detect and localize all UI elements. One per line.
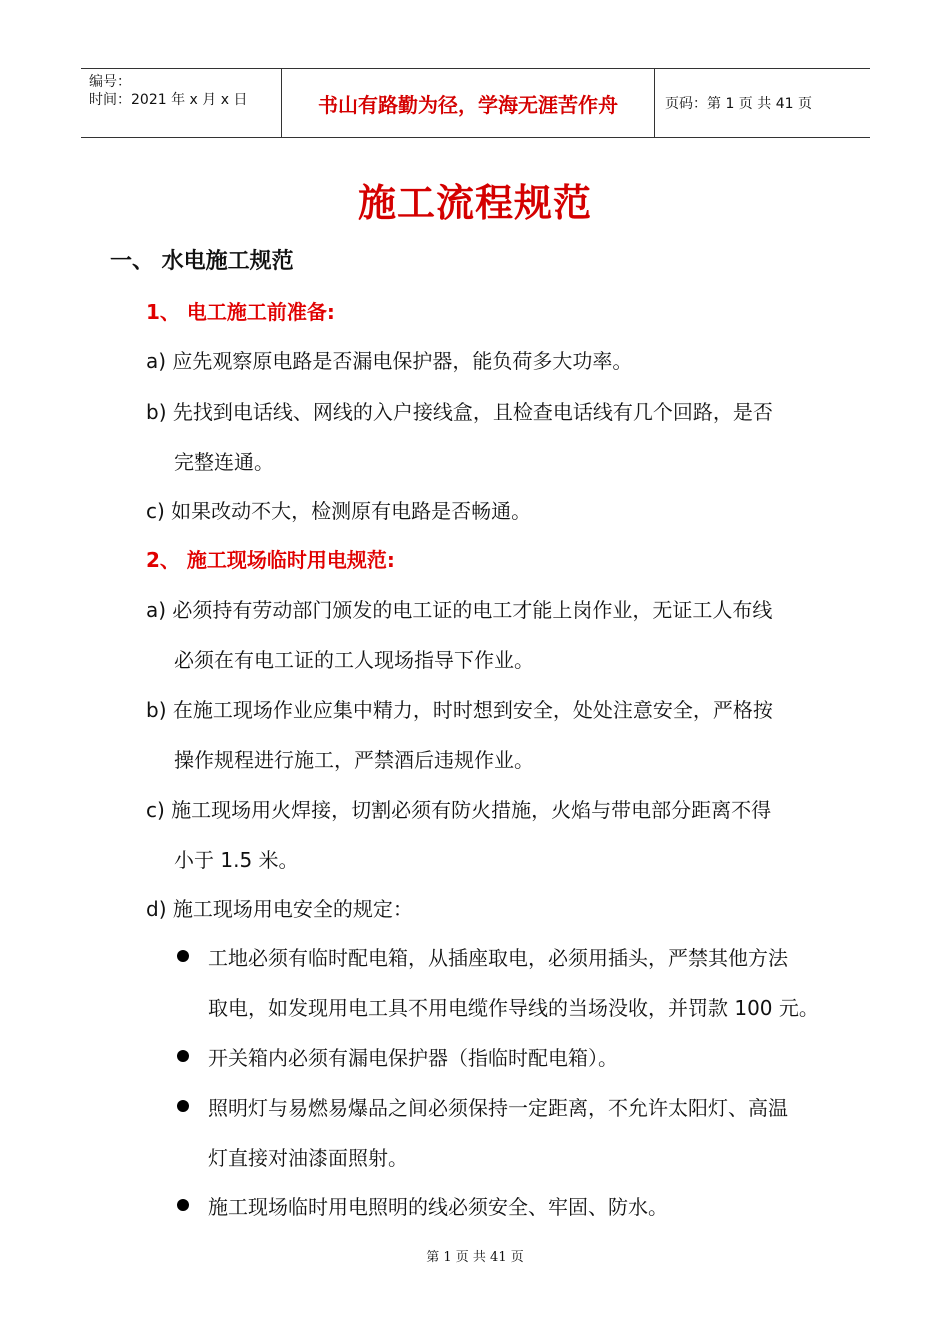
bullet-text: 取电，如发现用电工具不用电缆作导线的当场没收，并罚款 100 元。 [208, 996, 819, 1020]
text-line: 必须在有电工证的工人现场指导下作业。 [174, 648, 534, 672]
bullet-dot [177, 1050, 189, 1062]
header-page-cell [655, 69, 870, 137]
bullet-text: 开关箱内必须有漏电保护器（指临时配电箱）。 [208, 1046, 618, 1070]
text-line: 小于 1.5 米。 [174, 848, 299, 872]
motto: 书山有路勤为径，学海无涯苦作舟 [318, 92, 618, 117]
bullet-dot [177, 950, 189, 962]
header-table [81, 68, 870, 138]
header-meta [81, 69, 282, 137]
header-motto-cell [282, 69, 655, 137]
date-label: 时间：2021 年 x 月 x 日 [89, 92, 248, 108]
bullet-dot [177, 1100, 189, 1112]
text-line: b) 在施工现场作业应集中精力，时时想到安全，处处注意安全，严格按 [146, 698, 773, 722]
text-line: a) 必须持有劳动部门颁发的电工证的电工才能上岗作业，无证工人布线 [146, 598, 773, 622]
page-info: 页码：第 1 页 共 41 页 [665, 96, 812, 112]
subsection-2-heading: 2、 施工现场临时用电规范: [146, 548, 395, 572]
text-line: 完整连通。 [174, 450, 274, 474]
text-line: b) 先找到电话线、网线的入户接线盒，且检查电话线有几个回路，是否 [146, 400, 773, 424]
page-footer: 第 1 页 共 41 页 [426, 1250, 524, 1265]
text-line: c) 如果改动不大，检测原有电路是否畅通。 [146, 499, 532, 523]
text-line: a) 应先观察原电路是否漏电保护器，能负荷多大功率。 [146, 349, 633, 373]
subsection-1-heading: 1、 电工施工前准备: [146, 300, 335, 324]
section-heading: 一、 水电施工规范 [110, 249, 294, 274]
document-title: 施工流程规范 [357, 181, 592, 225]
text-line: d) 施工现场用电安全的规定： [146, 897, 413, 921]
bullet-text: 灯直接对油漆面照射。 [208, 1146, 408, 1170]
text-line: c) 施工现场用火焊接，切割必须有防火措施，火焰与带电部分距离不得 [146, 798, 772, 822]
number-label: 编号： [89, 74, 131, 90]
bullet-text: 照明灯与易燃易爆品之间必须保持一定距离，不允许太阳灯、高温 [208, 1096, 788, 1120]
bullet-text: 施工现场临时用电照明的线必须安全、牢固、防水。 [208, 1195, 668, 1219]
bullet-dot [177, 1199, 189, 1211]
text-line: 操作规程进行施工，严禁酒后违规作业。 [174, 748, 534, 772]
bullet-text: 工地必须有临时配电箱，从插座取电，必须用插头，严禁其他方法 [208, 946, 788, 970]
